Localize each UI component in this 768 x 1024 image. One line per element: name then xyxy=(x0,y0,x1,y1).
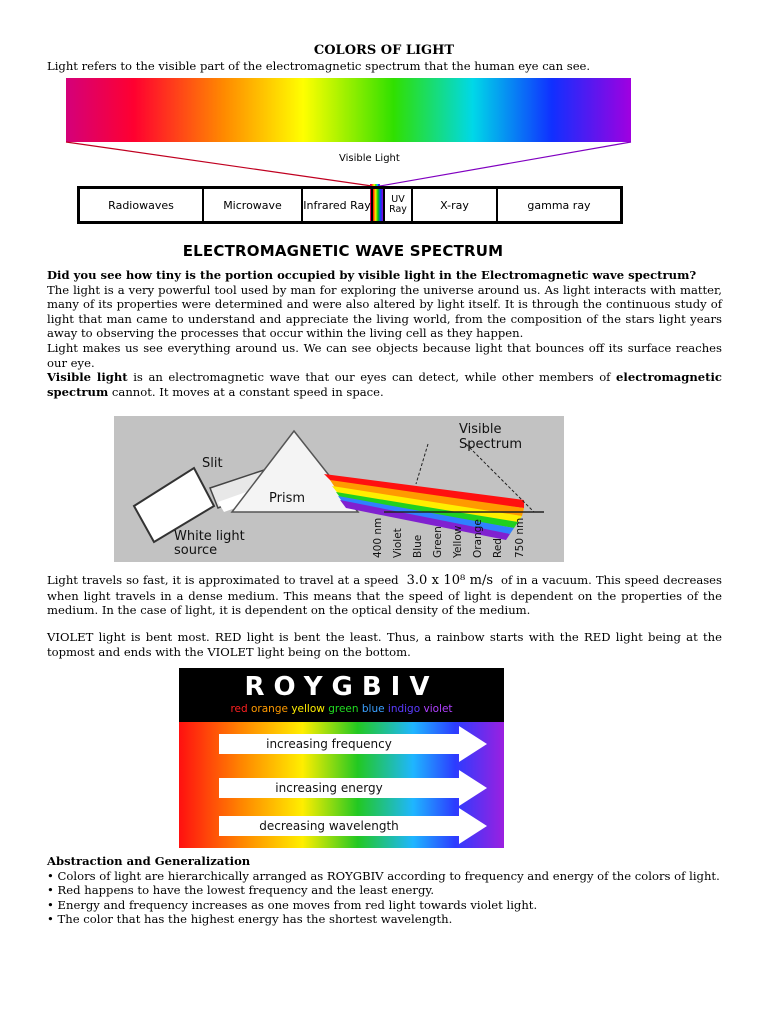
color-indigo: indigo xyxy=(387,703,421,715)
em-heading: ELECTROMAGNETIC WAVE SPECTRUM xyxy=(182,242,504,260)
label-decreasing-wavelength: decreasing wavelength xyxy=(259,819,399,833)
prism-figure xyxy=(114,416,564,562)
band-radiowaves: Radiowaves xyxy=(80,189,204,221)
color-orange: orange xyxy=(251,703,288,715)
paragraph-light-tool: The light is a very powerful tool used by man for exploring the universe around us. As light interacts with matter, many of its properties were determined and were also altered by light itself. It is through the continuous study of light that man came to understand and appreciate the living world, from the composition of the stars light years away to observing the processes that occur within the living cell as they happen. xyxy=(47,282,722,341)
band-infrared: Infrared Ray xyxy=(303,189,373,221)
color-red: red xyxy=(230,703,248,715)
paragraph-bending: VIOLET light is bent most. RED light is bent the least. Thus, a rainbow starts with the RED light being at the topmost and ends with the VIOLET light being on the bottom. xyxy=(47,630,722,659)
label-green: Green xyxy=(432,526,444,558)
speed-value: 3.0 x 10⁸ m/s xyxy=(406,573,493,588)
label-750nm: 750 nm xyxy=(514,517,526,558)
color-violet: violet xyxy=(423,703,453,715)
prism-label: Prism xyxy=(269,491,306,506)
label-red: Red xyxy=(492,538,504,558)
question-text: Did you see how tiny is the portion occupied by visible light in the Electromagnetic wave spectrum? xyxy=(47,268,697,282)
color-blue: blue xyxy=(361,703,385,715)
band-gamma: gamma ray xyxy=(527,198,591,212)
page-title: COLORS OF LIGHT xyxy=(313,43,455,58)
paragraph-visible-light: Visible light is an electromagnetic wave that our eyes can detect, while other members of electromagnetic spectrum cannot. It moves at a constant speed in space. xyxy=(47,370,722,399)
white-light-label: White light source xyxy=(174,529,245,558)
visible-light-label: Visible Light xyxy=(339,153,400,164)
band-visible xyxy=(373,189,385,221)
label-yellow: Yellow xyxy=(452,525,464,558)
band-uv: UV Ray xyxy=(385,189,413,221)
label-increasing-frequency: increasing frequency xyxy=(266,737,392,751)
band-microwave: Microwave xyxy=(204,189,303,221)
abstraction-section xyxy=(47,854,722,927)
roygbiv-gradient xyxy=(179,722,504,848)
color-yellow: yellow xyxy=(291,703,325,715)
paragraph-light-see: Light makes us see everything around us. We can see objects because light that bounces off its surface reaches our eye. xyxy=(47,340,722,370)
body-text-1 xyxy=(47,268,722,399)
roygbiv-color-names xyxy=(179,703,504,715)
label-increasing-energy: increasing energy xyxy=(275,781,383,795)
label-orange: Orange xyxy=(472,519,484,558)
roygbiv-title: ROYGBIV xyxy=(244,672,439,702)
label-400nm: 400 nm xyxy=(372,517,384,558)
bullet-item: • The color that has the highest energy has the shortest wavelength. xyxy=(47,912,453,927)
funnel-line-left xyxy=(66,142,372,186)
intro-text: Light refers to the visible part of the electromagnetic spectrum that the human eye can see. xyxy=(47,59,591,73)
label-blue: Blue xyxy=(412,534,424,558)
bullet-item: • Energy and frequency increases as one moves from red light towards violet light. xyxy=(47,897,538,912)
bullet-item: • Red happens to have the lowest frequency and the least energy. xyxy=(47,883,435,898)
band-xray: X-ray xyxy=(413,189,498,221)
color-green: green xyxy=(328,703,359,715)
wavelength-labels xyxy=(372,514,552,560)
paragraph-speed: Light travels so fast, it is approximated to travel at a speed 3.0 x 10⁸ m/s of in a vacuum. This speed decreases when light travels in a dense medium. This means that the speed of light is dependent on the properties of the medium. In the case of light, it is dependent on the optical density of the medium. xyxy=(47,573,722,618)
em-band-table xyxy=(77,186,623,224)
abstraction-heading: Abstraction and Generalization xyxy=(47,854,251,868)
label-violet: Violet xyxy=(392,528,404,558)
visible-spectrum-label: Visible Spectrum xyxy=(459,422,522,452)
funnel-line-right xyxy=(380,142,631,186)
roygbiv-figure xyxy=(179,668,504,848)
slit-label: Slit xyxy=(202,456,223,471)
bullet-item: • Colors of light are hierarchically arranged as ROYGBIV according to frequency and energy of the colors of light. xyxy=(47,868,720,883)
spectrum-band xyxy=(66,78,631,142)
